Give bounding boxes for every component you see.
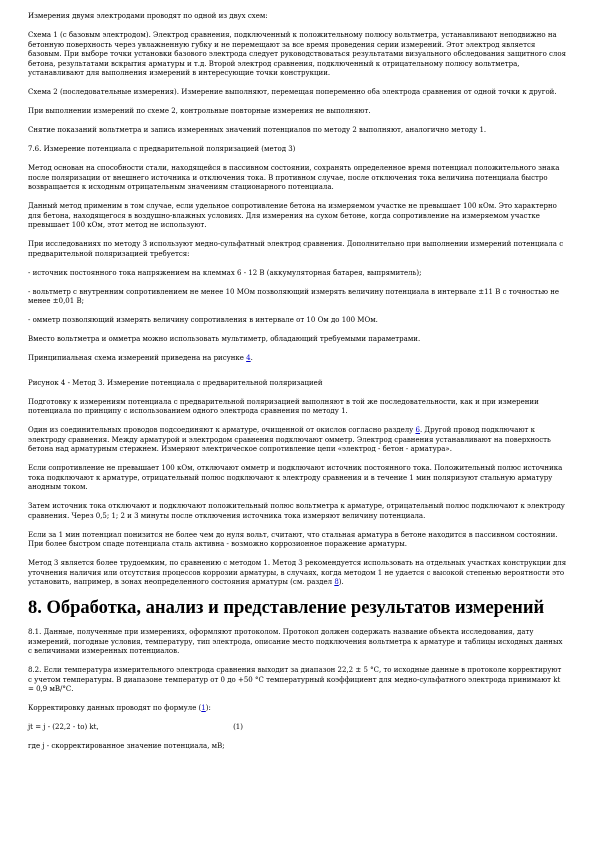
paragraph-text: ). bbox=[338, 578, 344, 586]
paragraph: Вместо вольтметра и омметра можно использовать мультиметр, обладающий требуемыми параметрами. bbox=[28, 335, 421, 343]
list-item: - вольтметр с внутренним сопротивлением не менее 10 МОм позволяющий измерять величину потенциала в интервале ±11 В с точностью не менее ±0,01 В; bbox=[28, 287, 560, 305]
list-item: - омметр позволяющий измерять величину сопротивления в интервале от 10 Ом до 100 МОм. bbox=[28, 316, 378, 324]
paragraph-text: Один из соединительных проводов подсоединяют к арматуре, очищенной от окислов согласно разделу bbox=[28, 426, 416, 434]
section-heading-8: 8. Обработка, анализ и представление результатов измерений bbox=[28, 598, 545, 618]
paragraph: Если сопротивление не превышает 100 кОм, отключают омметр и подключают источник постоянного тока. Положительный полюс источника тока подключают к арматуре, отрицательный полюс подключают к электроду сравнения и в течение 1 мин поляризуют стальную арматуру анодным током. bbox=[28, 464, 563, 491]
paragraph: 8.2. Если температура измерительного электрода сравнения выходит за диапазон 22,2 ± 5 °С, то исходные данные в протоколе корректируют с учетом температуры. В диапазоне температур от 0 до +50 °С температурный коэффициент для медно-сульфатного электрода принимают kt = 0,9 мВ/°С. bbox=[28, 666, 562, 693]
paragraph-text: ): bbox=[205, 704, 211, 712]
paragraph bbox=[28, 426, 567, 455]
paragraph bbox=[28, 704, 567, 714]
paragraph-text: . Другой провод подключают к электроду сравнения. Между арматурой и электродом сравнения подключают омметр. Электрод сравнения устанавливают на поверхность бетона над арматурным стержнем. Измеряют электрическое сопротивление цепи «электрод - бетон - арматура». bbox=[28, 426, 551, 453]
paragraph: Если за 1 мин потенциал понизится не более чем до нуля вольт, считают, что стальная арматура в бетоне находится в пассивном состоянии. При более быстром спаде потенциала сталь активна - возможно коррозионное поражение арматуры. bbox=[28, 530, 558, 548]
paragraph-text: Принципиальная схема измерений приведена на рисунке bbox=[28, 354, 247, 362]
paragraph: Снятие показаний вольтметра и запись измеренных значений потенциалов по методу 2 выполняют, аналогично методу 1. bbox=[28, 126, 487, 134]
paragraph: Измерения двумя электродами проводят по одной из двух схем: bbox=[28, 12, 268, 20]
formula-1 bbox=[28, 723, 243, 733]
paragraph: При исследованиях по методу 3 используют медно-сульфатный электрод сравнения. Дополнительно при выполнении измерений потенциала с предварительной поляризацией требуется: bbox=[28, 240, 564, 258]
paragraph: Схема 2 (последовательные измерения). Измерение выполняют, перемещая попеременно оба электрода сравнения от одной точки к другой. bbox=[28, 88, 557, 96]
paragraph: Схема 1 (с базовым электродом). Электрод сравнения, подключенный к положительному полюсу вольтметра, устанавливают неподвижно на бетонную поверхность через увлажненную губку и не перемещают за все время проведения серии измерений. Этот электрод является базовым. При выборе точки установки базового электрода следует руководствоваться результатами визуального обследования защитного слоя бетона, результатами вскрытия арматуры и т.д. Второй электрод сравнения, подключенный к отрицательному полюсу вольтметра, устанавливают для выполнения измерений в интересующие точки конструкции. bbox=[28, 31, 567, 77]
paragraph: Данный метод применим в том случае, если удельное сопротивление бетона на измеряемом участке не превышает 100 кОм. Это характерно для бетона, находящегося в воздушно-влажных условиях. Для измерения на сухом бетоне, когда сопротивление на измеряемом участке превышает 100 кОм, этот метод не используют. bbox=[28, 202, 557, 229]
figure-caption: Рисунок 4 - Метод 3. Измерение потенциала с предварительной поляризацией bbox=[28, 378, 323, 387]
paragraph: Подготовку к измерениям потенциала с предварительной поляризацией выполняют в той же последовательности, как и при измерении потенциала по принципу с использованием одного электрода сравнения по методу 1. bbox=[28, 397, 539, 415]
formula-text: jt = j - (22,2 - to) kt, bbox=[28, 723, 99, 731]
paragraph bbox=[28, 559, 567, 588]
paragraph bbox=[28, 354, 567, 364]
paragraph-text: Корректировку данных проводят по формуле ( bbox=[28, 704, 202, 712]
paragraph: При выполнении измерений по схеме 2, контрольные повторные измерения не выполняют. bbox=[28, 107, 371, 115]
list-item: - источник постоянного тока напряжением на клеммах 6 - 12 В (аккумуляторная батарея, выпрямитель); bbox=[28, 268, 422, 277]
figure-4-link[interactable]: 4 bbox=[246, 354, 251, 362]
paragraph-text: Метод 3 является более трудоемким, по сравнению с методом 1. Метод 3 рекомендуется использовать на отдельных участках конструкции для уточнения наличия или отсутствия процессов коррозии арматуры, в случаях, когда методом 1 не удается с высокой степенью вероятности это установить, например, в зонах неопределенного состояния арматуры (см. раздел bbox=[28, 559, 567, 586]
paragraph: Метод основан на способности стали, находящейся в пассивном состоянии, сохранять определенное время потенциал положительного знака после поляризации от внешнего источника и отключения тока. В противном случае, после отключения тока величина потенциала быстро возвращается к исходным отрицательным значениям стационарного потенциала. bbox=[28, 164, 560, 191]
formula-1-link[interactable]: 1 bbox=[201, 704, 206, 712]
section-6-link[interactable]: 6 bbox=[415, 426, 420, 434]
formula-number: (1) bbox=[233, 723, 243, 731]
paragraph: Затем источник тока отключают и подключают положительный полюс вольтметра к арматуре, отрицательный полюс подключают к электроду сравнения. Через 0,5; 1; 2 и 3 минуты после отключения источника тока измеряют величину потенциала. bbox=[28, 502, 565, 520]
paragraph-text: . bbox=[250, 354, 253, 362]
paragraph: 8.1. Данные, полученные при измерениях, оформляют протоколом. Протокол должен содержать название объекта исследования, дату измерений, погодные условия, температуру, тип электрода, описание место подключения вольтметра к арматуре и таблицы исходных данных с величинами измеренных потенциалов. bbox=[28, 628, 563, 655]
section-8-link[interactable]: 8 bbox=[334, 578, 339, 586]
paragraph: где j - скорректированное значение потенциала, мВ; bbox=[28, 742, 225, 750]
section-heading-7-6: 7.6. Измерение потенциала с предварительной поляризацией (метод 3) bbox=[28, 145, 296, 153]
